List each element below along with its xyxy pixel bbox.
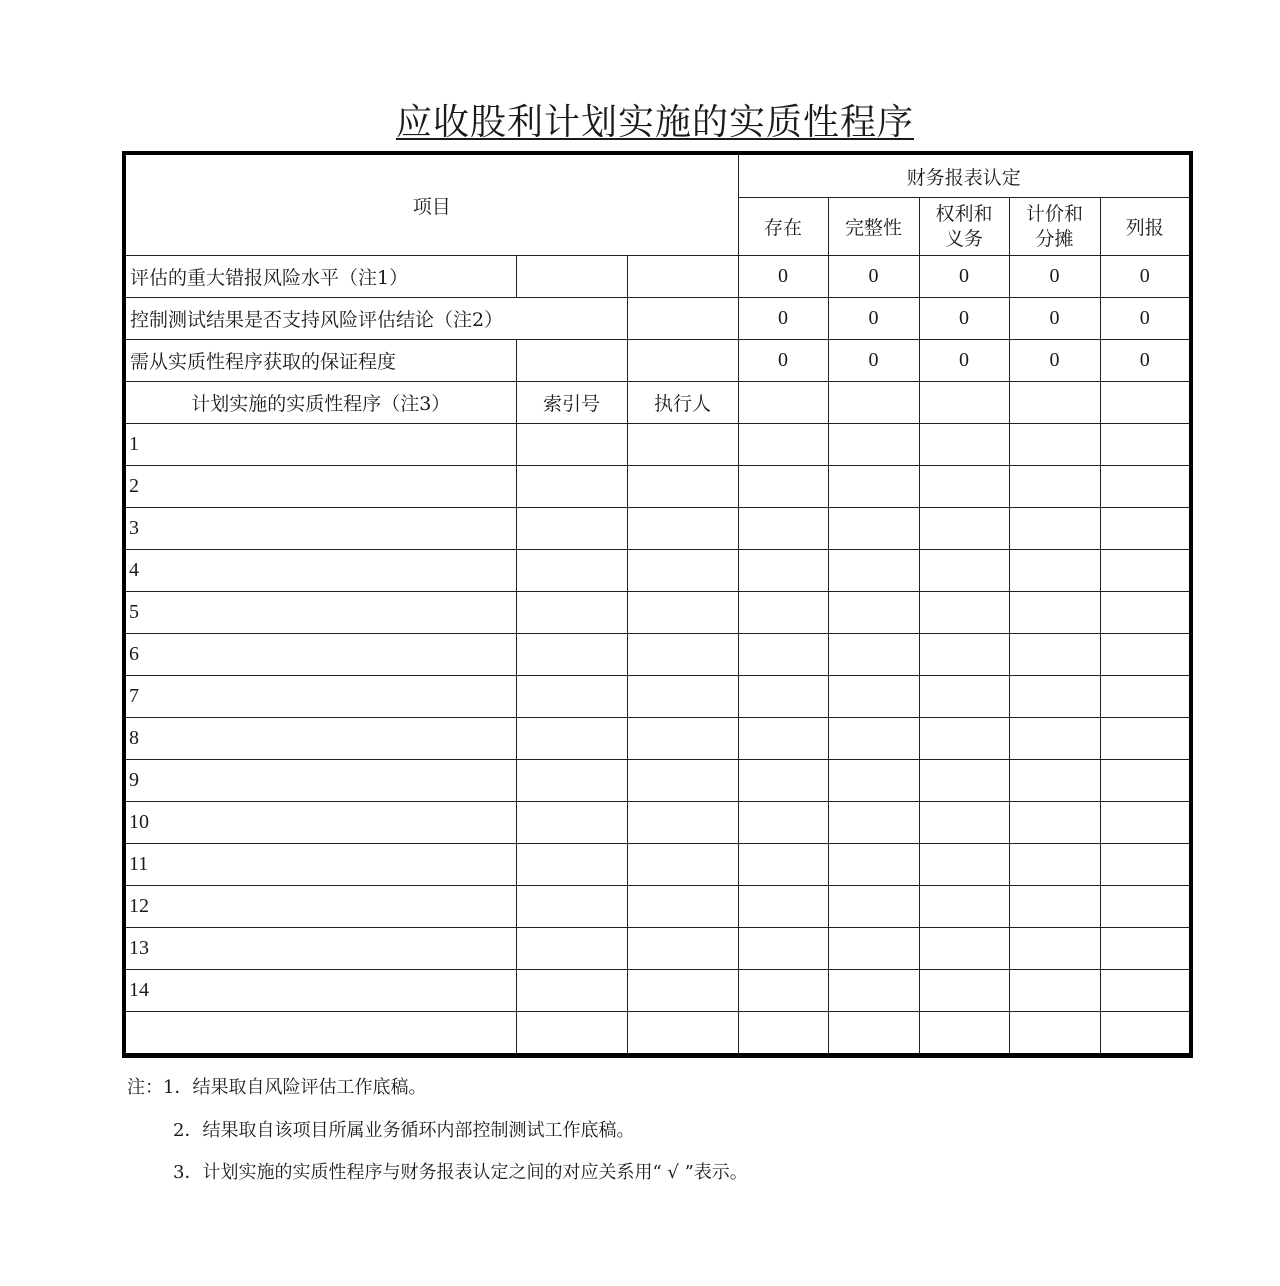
assertion-check-cell[interactable] [919, 760, 1009, 802]
assertion-check-cell[interactable] [738, 382, 828, 424]
assertion-check-cell[interactable] [828, 592, 919, 634]
assertion-check-cell[interactable] [1009, 1012, 1100, 1056]
procedure-cell[interactable]: 6 [124, 634, 516, 676]
executor-cell[interactable] [627, 508, 738, 550]
risk-value-cell[interactable]: 0 [1100, 340, 1191, 382]
index-cell[interactable] [516, 592, 627, 634]
procedure-row [124, 844, 1191, 886]
index-header-label: 索引号 [542, 393, 600, 415]
assertion-check-cell[interactable] [1009, 550, 1100, 592]
index-cell[interactable] [516, 550, 627, 592]
index-cell[interactable] [516, 844, 627, 886]
assertion-check-cell[interactable] [1100, 634, 1191, 676]
assertion-label: 存在 [764, 217, 803, 239]
procedure-row [124, 718, 1191, 760]
assertion-check-cell[interactable] [738, 634, 828, 676]
assertion-check-cell[interactable] [738, 550, 828, 592]
assertion-check-cell[interactable] [1009, 382, 1100, 424]
risk-value-cell[interactable]: 0 [1009, 256, 1100, 298]
assertion-check-cell[interactable] [738, 592, 828, 634]
assertion-check-cell[interactable] [1009, 970, 1100, 1012]
risk-value-cell[interactable]: 0 [919, 256, 1009, 298]
note-text: 3．计划实施的实质性程序与财务报表认定之间的对应关系用“ √ ”表示。 [173, 1162, 748, 1183]
assertion-check-cell[interactable] [738, 676, 828, 718]
assertion-check-cell[interactable] [738, 466, 828, 508]
procedure-row [124, 676, 1191, 718]
risk-row-label: 需从实质性程序获取的保证程度 [130, 351, 397, 373]
substantive-procedures-table [122, 151, 1193, 1058]
assertion-check-cell[interactable] [738, 760, 828, 802]
assertion-check-cell[interactable] [738, 928, 828, 970]
risk-row-label-cell [124, 256, 516, 298]
risk-value-cell[interactable]: 0 [919, 340, 1009, 382]
procedure-row [124, 550, 1191, 592]
risk-row-input-cell[interactable] [627, 298, 738, 340]
risk-row-input-cell[interactable] [516, 340, 627, 382]
item-header-cell [124, 153, 738, 256]
assertion-check-cell[interactable] [1100, 970, 1191, 1012]
assertion-check-cell[interactable] [1100, 844, 1191, 886]
risk-row-assurance-level [124, 340, 1191, 382]
assertions-group-header [738, 153, 1191, 198]
risk-value-cell[interactable]: 0 [1100, 256, 1191, 298]
assertion-check-cell[interactable] [828, 466, 919, 508]
assertion-check-cell[interactable] [1100, 760, 1191, 802]
assertion-label: 完整性 [845, 217, 903, 239]
procedure-row [124, 466, 1191, 508]
notes-section [127, 1074, 748, 1202]
assertion-header-valuation-allocation [1009, 198, 1100, 256]
assertion-check-cell[interactable] [828, 718, 919, 760]
risk-row-label-cell [124, 340, 516, 382]
assertion-check-cell[interactable] [1100, 676, 1191, 718]
assertion-check-cell[interactable] [1100, 802, 1191, 844]
assertion-header-presentation [1100, 198, 1191, 256]
procedure-row [124, 592, 1191, 634]
index-cell[interactable] [516, 928, 627, 970]
risk-value-cell[interactable]: 0 [828, 298, 919, 340]
procedure-cell[interactable]: 1 [124, 424, 516, 466]
procedure-row [124, 760, 1191, 802]
index-header-cell [516, 382, 627, 424]
procedure-row [124, 970, 1191, 1012]
procedure-cell[interactable]: 4 [124, 550, 516, 592]
executor-cell[interactable] [627, 760, 738, 802]
assertion-check-cell[interactable] [828, 550, 919, 592]
risk-value-cell[interactable]: 0 [1009, 340, 1100, 382]
note-2 [127, 1117, 748, 1160]
executor-cell[interactable] [627, 550, 738, 592]
executor-cell[interactable] [627, 424, 738, 466]
assertion-check-cell[interactable] [1009, 760, 1100, 802]
procedure-cell[interactable]: 13 [124, 928, 516, 970]
executor-cell[interactable] [627, 676, 738, 718]
executor-cell[interactable] [627, 886, 738, 928]
index-cell[interactable] [516, 676, 627, 718]
assertion-check-cell[interactable] [1009, 592, 1100, 634]
risk-value-cell[interactable]: 0 [738, 256, 828, 298]
procedure-cell[interactable]: 14 [124, 970, 516, 1012]
index-cell[interactable] [516, 466, 627, 508]
assertion-header-completeness [828, 198, 919, 256]
executor-cell[interactable] [627, 802, 738, 844]
executor-cell[interactable] [627, 1012, 738, 1056]
note-text: 2．结果取自该项目所属业务循环内部控制测试工作底稿。 [173, 1119, 635, 1141]
procedure-header-row [124, 382, 1191, 424]
index-cell[interactable] [516, 760, 627, 802]
risk-value-cell[interactable]: 0 [738, 298, 828, 340]
risk-value-cell[interactable]: 0 [828, 256, 919, 298]
assertion-check-cell[interactable] [828, 844, 919, 886]
executor-header-label: 执行人 [654, 393, 712, 415]
assertion-check-cell[interactable] [1009, 928, 1100, 970]
index-cell[interactable] [516, 634, 627, 676]
assertion-label-line1: 计价和 [1026, 202, 1084, 225]
assertion-check-cell[interactable] [919, 844, 1009, 886]
header-row-1 [124, 153, 1191, 198]
assertion-label: 列报 [1125, 217, 1164, 239]
index-cell[interactable] [516, 424, 627, 466]
executor-cell[interactable] [627, 466, 738, 508]
risk-row-control-test-support [124, 298, 1191, 340]
assertion-check-cell[interactable] [1100, 466, 1191, 508]
assertion-check-cell[interactable] [919, 550, 1009, 592]
note-1 [127, 1074, 748, 1117]
procedure-row [124, 802, 1191, 844]
risk-row-assessed-risk-level [124, 256, 1191, 298]
procedure-cell[interactable]: 8 [124, 718, 516, 760]
assertion-check-cell[interactable] [738, 1012, 828, 1056]
executor-cell[interactable] [627, 844, 738, 886]
procedure-cell[interactable]: 12 [124, 886, 516, 928]
risk-row-label-cell [124, 298, 627, 340]
index-cell[interactable] [516, 886, 627, 928]
risk-value-cell[interactable]: 0 [1009, 298, 1100, 340]
procedure-cell[interactable]: 2 [124, 466, 516, 508]
assertion-check-cell[interactable] [1009, 634, 1100, 676]
note-3 [127, 1159, 748, 1202]
risk-row-input-cell[interactable] [627, 256, 738, 298]
assertion-check-cell[interactable] [919, 928, 1009, 970]
assertion-check-cell[interactable] [738, 424, 828, 466]
index-cell[interactable] [516, 718, 627, 760]
assertion-check-cell[interactable] [828, 508, 919, 550]
index-cell[interactable] [516, 1012, 627, 1056]
assertion-check-cell[interactable] [919, 886, 1009, 928]
assertion-check-cell[interactable] [1009, 718, 1100, 760]
notes-prefix: 注： [127, 1077, 163, 1098]
executor-cell[interactable] [627, 634, 738, 676]
assertion-check-cell[interactable] [738, 802, 828, 844]
assertion-check-cell[interactable] [919, 592, 1009, 634]
assertion-check-cell[interactable] [1100, 424, 1191, 466]
assertion-check-cell[interactable] [1100, 718, 1191, 760]
procedure-cell[interactable]: 3 [124, 508, 516, 550]
assertion-check-cell[interactable] [1100, 550, 1191, 592]
procedure-cell[interactable]: 7 [124, 676, 516, 718]
procedure-cell[interactable]: 9 [124, 760, 516, 802]
assertion-check-cell[interactable] [828, 928, 919, 970]
procedure-row [124, 1012, 1191, 1056]
risk-value-cell[interactable]: 0 [1100, 298, 1191, 340]
procedure-cell[interactable] [124, 1012, 516, 1056]
procedure-row [124, 634, 1191, 676]
risk-row-label: 控制测试结果是否支持风险评估结论（注2） [130, 309, 504, 331]
executor-cell[interactable] [627, 718, 738, 760]
risk-row-input-cell[interactable] [516, 256, 627, 298]
assertion-label-line2: 义务 [945, 227, 984, 250]
assertion-label-line1: 权利和 [935, 202, 993, 225]
assertion-check-cell[interactable] [1009, 424, 1100, 466]
assertion-check-cell[interactable] [1009, 886, 1100, 928]
procedure-header-cell [124, 382, 516, 424]
assertion-check-cell[interactable] [1100, 886, 1191, 928]
assertion-check-cell[interactable] [919, 676, 1009, 718]
assertion-check-cell[interactable] [738, 508, 828, 550]
assertion-check-cell[interactable] [1009, 508, 1100, 550]
executor-cell[interactable] [627, 928, 738, 970]
index-cell[interactable] [516, 802, 627, 844]
index-cell[interactable] [516, 508, 627, 550]
assertion-check-cell[interactable] [1100, 928, 1191, 970]
assertion-check-cell[interactable] [828, 676, 919, 718]
assertion-check-cell[interactable] [1009, 676, 1100, 718]
assertion-check-cell[interactable] [828, 760, 919, 802]
procedure-cell[interactable]: 10 [124, 802, 516, 844]
executor-header-cell [627, 382, 738, 424]
assertion-check-cell[interactable] [738, 970, 828, 1012]
assertion-check-cell[interactable] [828, 1012, 919, 1056]
assertion-label-line2: 分摊 [1035, 227, 1074, 250]
assertion-check-cell[interactable] [828, 382, 919, 424]
assertion-check-cell[interactable] [828, 634, 919, 676]
risk-value-cell[interactable]: 0 [828, 340, 919, 382]
executor-cell[interactable] [627, 592, 738, 634]
assertion-check-cell[interactable] [919, 466, 1009, 508]
assertion-check-cell[interactable] [1100, 508, 1191, 550]
procedure-row [124, 886, 1191, 928]
risk-value-cell[interactable]: 0 [738, 340, 828, 382]
item-header-label: 项目 [412, 195, 451, 218]
assertion-check-cell[interactable] [1100, 382, 1191, 424]
procedure-row [124, 424, 1191, 466]
assertion-check-cell[interactable] [1009, 844, 1100, 886]
assertion-check-cell[interactable] [828, 886, 919, 928]
assertion-check-cell[interactable] [919, 508, 1009, 550]
risk-value-cell[interactable]: 0 [919, 298, 1009, 340]
assertion-header-existence [738, 198, 828, 256]
executor-cell[interactable] [627, 970, 738, 1012]
risk-row-input-cell[interactable] [627, 340, 738, 382]
assertion-check-cell[interactable] [919, 718, 1009, 760]
procedure-cell[interactable]: 11 [124, 844, 516, 886]
assertion-check-cell[interactable] [919, 1012, 1009, 1056]
procedure-row [124, 928, 1191, 970]
assertion-header-rights-obligations [919, 198, 1009, 256]
assertion-check-cell[interactable] [919, 634, 1009, 676]
assertion-check-cell[interactable] [919, 802, 1009, 844]
assertion-check-cell[interactable] [738, 844, 828, 886]
risk-row-label: 评估的重大错报风险水平（注1） [130, 267, 409, 289]
assertion-check-cell[interactable] [919, 970, 1009, 1012]
assertion-check-cell[interactable] [919, 424, 1009, 466]
assertion-check-cell[interactable] [828, 970, 919, 1012]
page-title [0, 100, 1280, 146]
note-text: 1．结果取自风险评估工作底稿。 [163, 1077, 427, 1098]
procedure-header-label: 计划实施的实质性程序（注3） [191, 393, 451, 415]
assertion-check-cell[interactable] [919, 382, 1009, 424]
page-title-text: 应收股利计划实施的实质性程序 [395, 102, 914, 143]
assertions-group-label: 财务报表认定 [906, 166, 1021, 189]
assertion-check-cell[interactable] [1100, 1012, 1191, 1056]
assertion-check-cell[interactable] [1009, 466, 1100, 508]
assertion-check-cell[interactable] [1009, 802, 1100, 844]
assertion-check-cell[interactable] [1100, 592, 1191, 634]
assertion-check-cell[interactable] [738, 718, 828, 760]
index-cell[interactable] [516, 970, 627, 1012]
procedure-cell[interactable]: 5 [124, 592, 516, 634]
assertion-check-cell[interactable] [828, 424, 919, 466]
assertion-check-cell[interactable] [828, 802, 919, 844]
procedure-row [124, 508, 1191, 550]
assertion-check-cell[interactable] [738, 886, 828, 928]
